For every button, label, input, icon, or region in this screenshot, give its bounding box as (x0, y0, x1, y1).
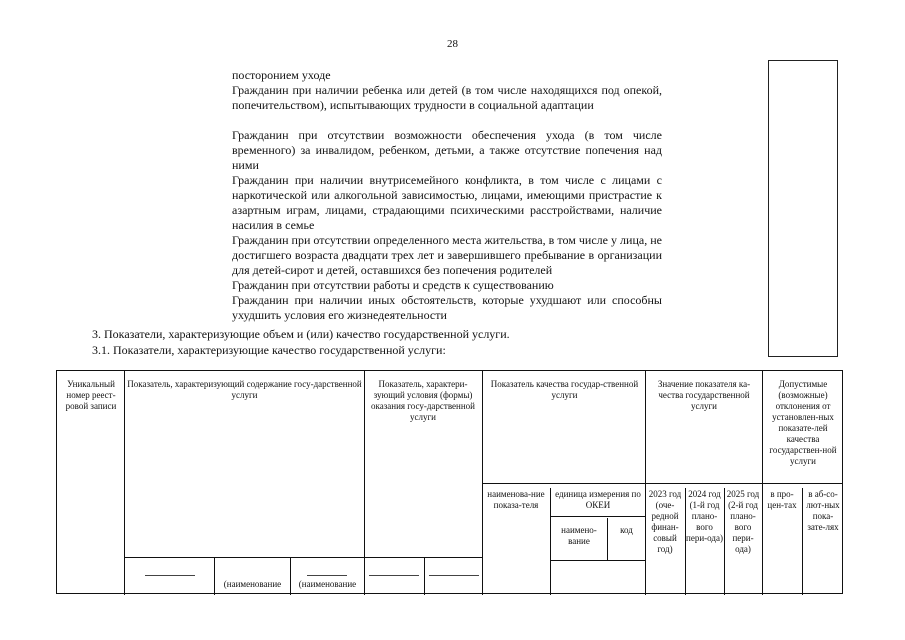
header-absolute: в аб-со-лют-ных пока-зате-лях (806, 489, 840, 532)
quality-indicators-table (56, 370, 843, 594)
blank-line (145, 575, 195, 576)
paragraph: Гражданин при отсутствии возможности обеспечения ухода (в том числе временного) за инвалидом, ребенком, детьми, а также отсутствие попечения над ними (232, 128, 662, 172)
naming-label: (наименование (298, 579, 357, 589)
header-unit-code: код (620, 525, 633, 535)
subsection-heading: 3.1. Показатели, характеризующие качество государственной услуги: (92, 343, 446, 357)
side-box (768, 60, 838, 357)
blank-line (369, 575, 419, 576)
header-deviations: Допустимые (возможные) отклонения от установлен-ных показате-лей качества государствен-ной услуги (769, 379, 837, 466)
paragraph: посторонием уходе (232, 68, 331, 82)
header-quality-indicator: Показатель качества государ-ственной услуги (490, 379, 639, 400)
header-conditions-indicator: Показатель, характери-зующий условия (формы) оказания госу-дарственной услуги (370, 379, 475, 422)
header-unit-name: наимено-вание (561, 525, 597, 546)
paragraph: Гражданин при отсутствии определенного места жительства, в том числе у лица, не достигшего возраста двадцати трех лет и завершившего пребывание в организации для детей-сирот и детей, оставшихся без попечения родителей (232, 233, 662, 277)
paragraph: Гражданин при наличии ребенка или детей (в том числе находящихся под опекой, попечительством), испытывающих трудности в социальной адаптации (232, 83, 662, 112)
header-content-indicator: Показатель, характеризующий содержание госу-дарственной услуги (127, 379, 362, 400)
paragraph: Гражданин при отсутствии работы и средств к существованию (232, 278, 554, 292)
header-year-2024: 2024 год (1-й год плано-вого пери-ода) (686, 489, 723, 543)
header-unique-number: Уникальный номер реест-ровой записи (65, 379, 117, 411)
header-indicator-name: наименова-ние показа-теля (487, 489, 545, 510)
header-unit: единица измерения по ОКЕИ (555, 489, 641, 510)
paragraph: Гражданин при наличии иных обстоятельств, которые ухудшают или способны ухудшить условия его жизнедеятельности (232, 293, 662, 322)
header-year-2023: 2023 год (оче-редной финан-совый год) (648, 489, 682, 554)
header-year-2025: 2025 год (2-й год плано-вого пери-ода) (726, 489, 760, 554)
section-heading: 3. Показатели, характеризующие объем и (или) качество государственной услуги. (92, 327, 510, 341)
page-number: 28 (447, 38, 458, 50)
blank-line (429, 575, 479, 576)
header-quality-value: Значение показателя ка-чества государственной услуги (657, 379, 751, 411)
paragraph: Гражданин при наличии внутрисемейного конфликта, в том числе с лицами с наркотической или алкогольной зависимостью, лицами, имеющими пристрастие к азартным играм, лицами, страдающими психическими расстройствами, наличие насилия в семье (232, 173, 662, 232)
header-percent: в про-цен-тах (767, 489, 797, 510)
blank-line (307, 575, 347, 576)
naming-label: (наименование (223, 579, 282, 589)
